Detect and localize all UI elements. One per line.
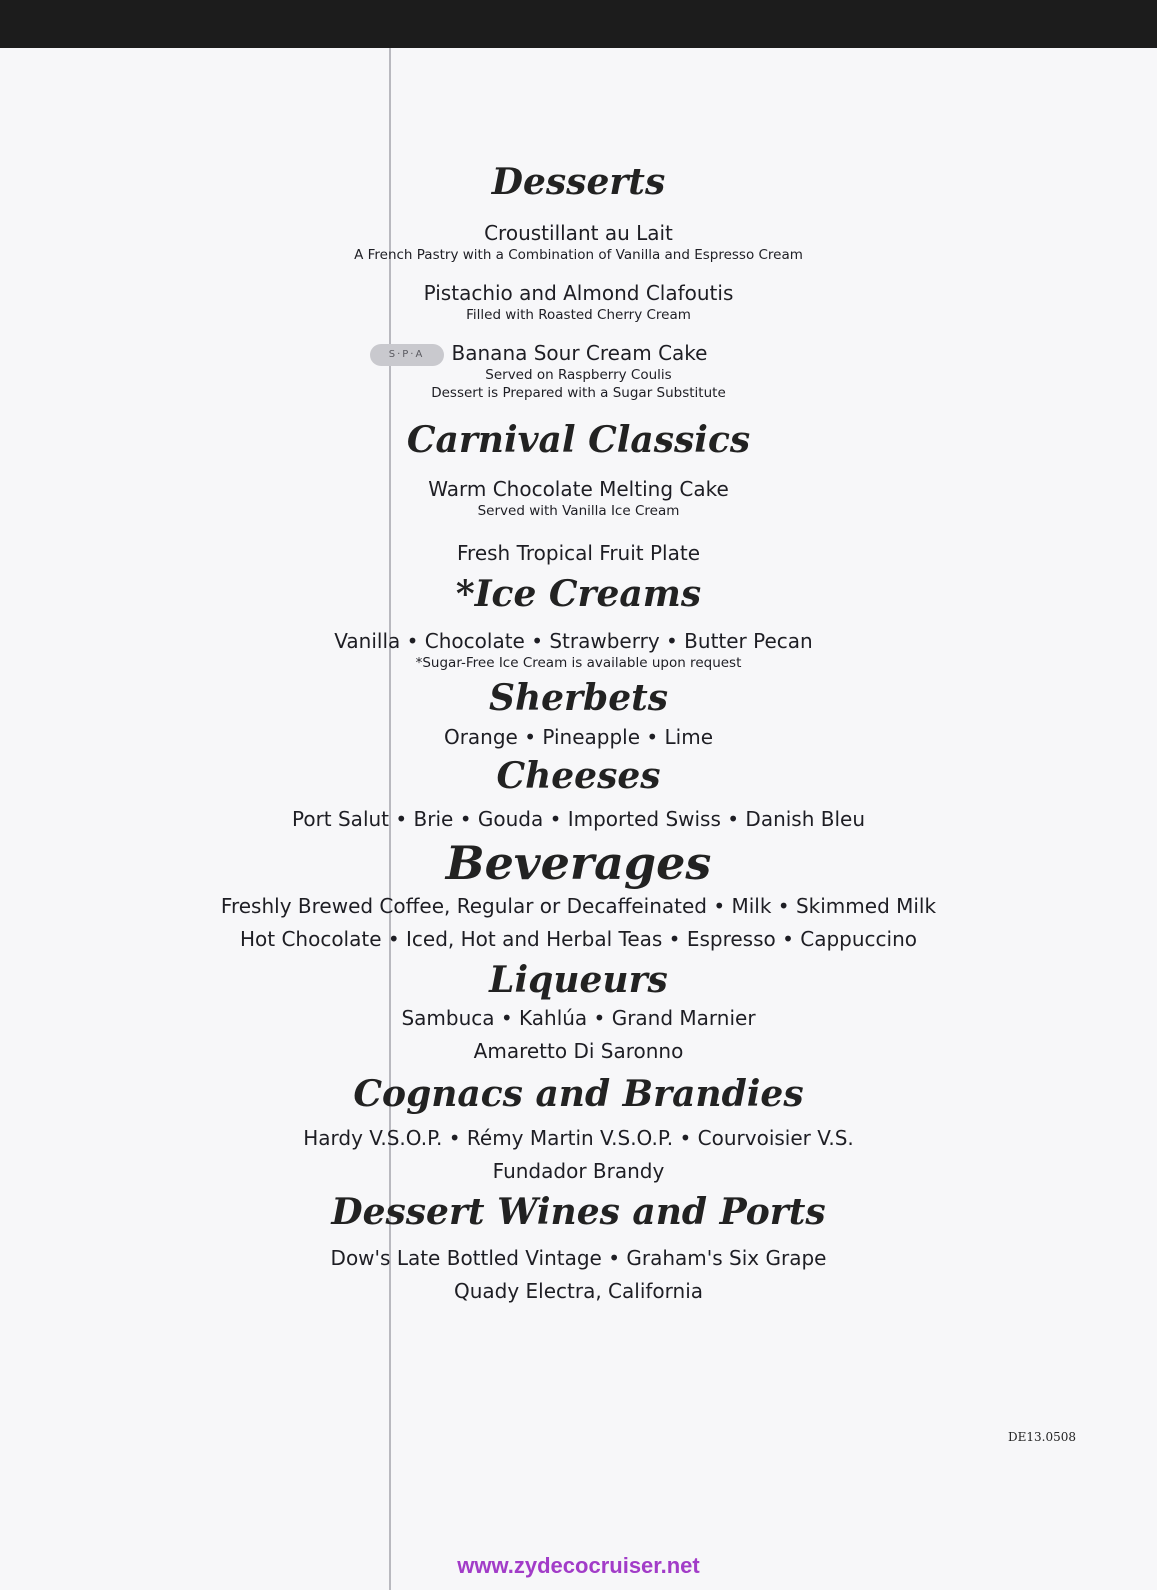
cheeses-list: Port Salut • Brie • Gouda • Imported Swiss • Danish Bleu xyxy=(291,807,866,831)
liqueurs-line: Amaretto Di Saronno xyxy=(473,1039,684,1063)
carnival-classics-heading: Carnival Classics xyxy=(406,419,751,461)
classics-item-name: Warm Chocolate Melting Cake xyxy=(428,477,729,501)
cognacs-heading: Cognacs and Brandies xyxy=(353,1073,804,1115)
dessert-menu xyxy=(0,160,1157,1308)
wines-line: Dow's Late Bottled Vintage • Graham's Six Grape xyxy=(330,1246,827,1270)
menu-code: DE13.0508 xyxy=(1008,1430,1077,1444)
wines-line: Quady Electra, California xyxy=(453,1279,704,1303)
cognacs-line: Hardy V.S.O.P. • Rémy Martin V.S.O.P. • Courvoisier V.S. xyxy=(303,1126,854,1150)
classics-item-name: Fresh Tropical Fruit Plate xyxy=(456,541,701,565)
dessert-item-desc: A French Pastry with a Combination of Vanilla and Espresso Cream xyxy=(354,247,803,263)
spa-item-desc: Dessert is Prepared with a Sugar Substitute xyxy=(431,385,726,401)
spa-item-name: Banana Sour Cream Cake xyxy=(451,341,708,365)
classics-item-desc: Served with Vanilla Ice Cream xyxy=(477,503,680,519)
sherbets-heading: Sherbets xyxy=(488,677,668,719)
desserts-heading: Desserts xyxy=(491,161,666,203)
beverages-line: Freshly Brewed Coffee, Regular or Decaffeinated • Milk • Skimmed Milk xyxy=(220,894,937,918)
spa-dessert-item xyxy=(0,340,1157,366)
spa-badge-logo: S·P·A xyxy=(370,344,444,366)
dessert-item-desc: Filled with Roasted Cherry Cream xyxy=(466,307,691,323)
liqueurs-line: Sambuca • Kahlúa • Grand Marnier xyxy=(401,1006,756,1030)
ice-creams-heading: *Ice Creams xyxy=(455,573,702,615)
liqueurs-heading: Liqueurs xyxy=(489,959,668,1001)
ice-creams-list: Vanilla • Chocolate • Strawberry • Butter Pecan xyxy=(334,629,813,653)
website-watermark: www.zydecocruiser.net xyxy=(457,1553,700,1578)
sherbets-list: Orange • Pineapple • Lime xyxy=(443,725,714,749)
scan-top-border xyxy=(0,0,1157,48)
dessert-item-name: Croustillant au Lait xyxy=(484,221,673,245)
ice-creams-note: *Sugar-Free Ice Cream is available upon request xyxy=(415,655,742,671)
dessert-wines-heading: Dessert Wines and Ports xyxy=(331,1191,826,1233)
dessert-item-name: Pistachio and Almond Clafoutis xyxy=(423,281,734,305)
cheeses-heading: Cheeses xyxy=(496,755,661,797)
beverages-line: Hot Chocolate • Iced, Hot and Herbal Teas • Espresso • Cappuccino xyxy=(239,927,918,951)
spa-item-desc: Served on Raspberry Coulis xyxy=(485,367,672,383)
cognacs-line: Fundador Brandy xyxy=(492,1159,665,1183)
beverages-heading: Beverages xyxy=(445,836,712,890)
